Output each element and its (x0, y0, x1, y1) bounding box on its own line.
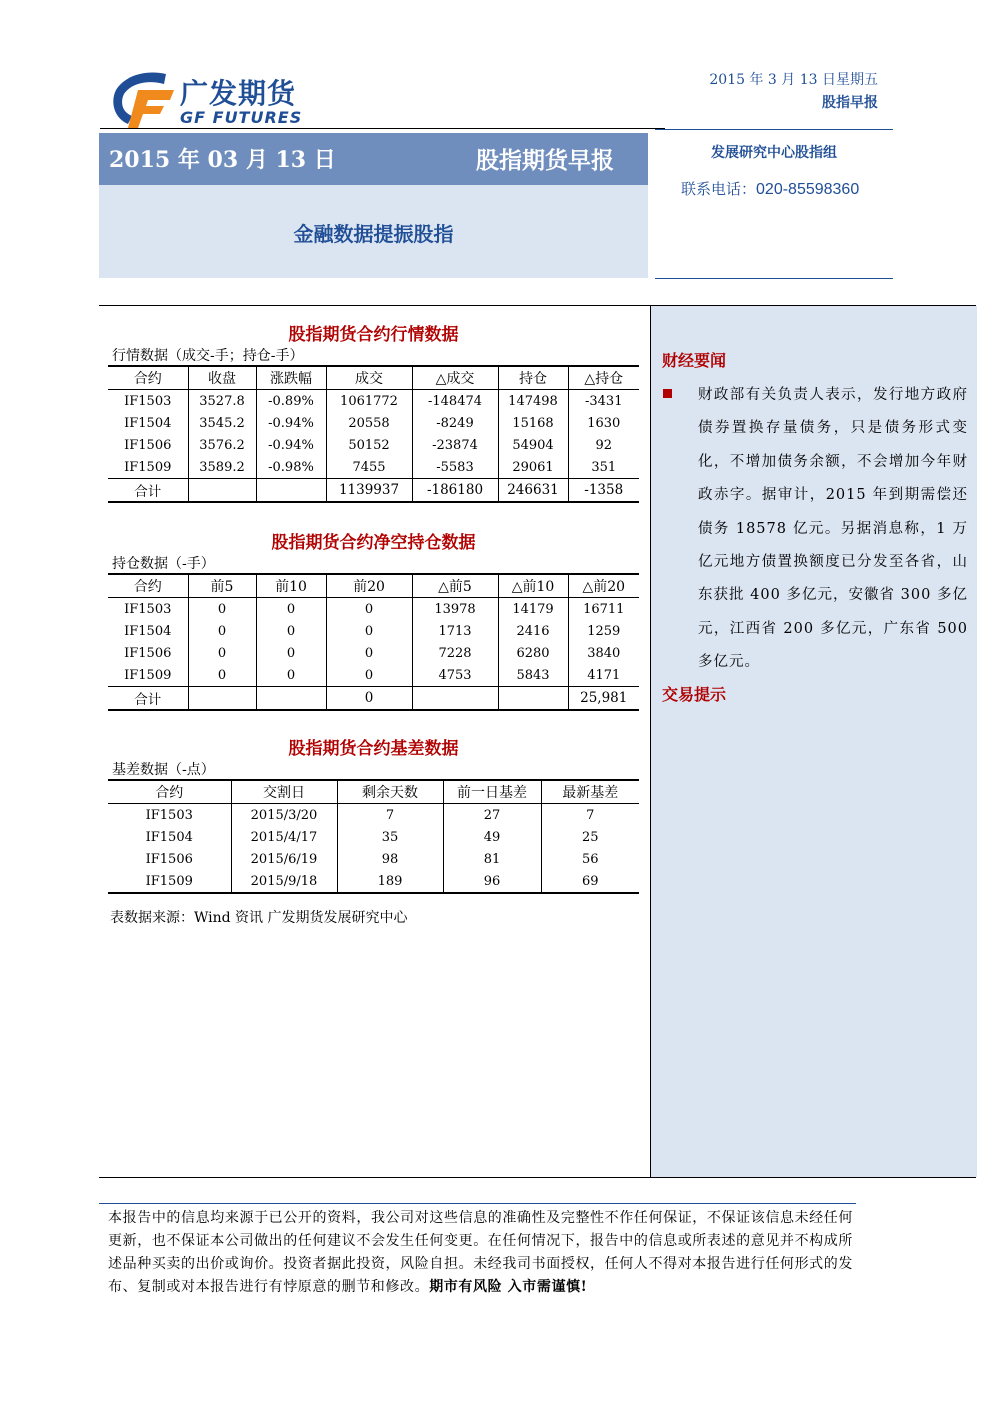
table-cell: 1061772 (326, 390, 412, 413)
table-cell: 3589.2 (188, 456, 256, 479)
phone-label: 联系电话： (681, 180, 757, 198)
table-cell: 合约 (108, 780, 231, 804)
table-cell: 13978 (412, 598, 498, 621)
table-cell: IF1504 (108, 826, 231, 848)
table-cell: 合约 (108, 366, 188, 390)
table-cell (188, 687, 256, 711)
table-cell: 合计 (108, 479, 188, 503)
table-cell: 54904 (498, 434, 568, 456)
headline: 金融数据提振股指 (293, 222, 454, 246)
table-cell: IF1503 (108, 390, 188, 413)
table-cell: IF1504 (108, 412, 188, 434)
disclaimer-text: 本报告中的信息均来源于已公开的资料，我公司对这些信息的准确性及完整性不作任何保证，不保证该信息未经任何更新，也不保证本公司做出的任何建议不会发生任何变更。在任何情况下，报告中的信息或所表述的意见并不构成所述品种买卖的出价或询价。投资者据此投资，风险自担。未经我司书面授权，任何人不得对本报告进行任何形式的发布、复制或对本报告进行有悖原意的删节和修改。 (108, 1210, 853, 1295)
table2-title: 股指期货合约净空持仓数据 (271, 533, 476, 553)
table-row (108, 390, 639, 413)
table-cell: 351 (568, 456, 639, 479)
table-header-row (108, 574, 639, 598)
table-cell: 合约 (108, 574, 188, 598)
table3-caption: 基差数据（-点） (112, 762, 215, 778)
table-cell: -3431 (568, 390, 639, 413)
table-cell: 0 (326, 620, 412, 642)
trading-tips-heading: 交易提示 (662, 685, 727, 704)
table1-caption: 行情数据（成交-手；持仓-手） (112, 348, 304, 364)
table-cell: 7 (337, 804, 443, 827)
table-cell: 29061 (498, 456, 568, 479)
table-cell: 35 (337, 826, 443, 848)
basis-table (108, 779, 639, 894)
table-cell: 15168 (498, 412, 568, 434)
table-cell: IF1509 (108, 870, 231, 893)
table-row (108, 848, 639, 870)
table-row (108, 664, 639, 687)
table-row (108, 642, 639, 664)
table-header-row (108, 366, 639, 390)
table-cell: 0 (188, 620, 256, 642)
report-kind: 股指早报 (822, 95, 878, 111)
table-cell: 92 (568, 434, 639, 456)
table-cell: -0.89% (256, 390, 326, 413)
table-cell: -23874 (412, 434, 498, 456)
table-cell: 96 (443, 870, 541, 893)
table-cell (256, 687, 326, 711)
report-date: 2015 年 3 月 13 日星期五 (709, 72, 878, 88)
table-cell: -148474 (412, 390, 498, 413)
table-row (108, 434, 639, 456)
table-cell (498, 687, 568, 711)
table-cell: 3576.2 (188, 434, 256, 456)
table-cell: 0 (188, 642, 256, 664)
table-cell: 50152 (326, 434, 412, 456)
table-cell: 2015/9/18 (231, 870, 337, 893)
table-cell: △前10 (498, 574, 568, 598)
table-cell: 合计 (108, 687, 188, 711)
table-cell: 14179 (498, 598, 568, 621)
body-bottom-rule (99, 1177, 976, 1178)
table-cell: 持仓 (498, 366, 568, 390)
table-cell: 25,981 (568, 687, 639, 711)
table-cell: 69 (541, 870, 639, 893)
table-cell: 0 (256, 598, 326, 621)
table-cell: 0 (256, 620, 326, 642)
table-cell: 2015/3/20 (231, 804, 337, 827)
table-cell: 0 (326, 598, 412, 621)
table-cell: 0 (256, 642, 326, 664)
table-cell: 246631 (498, 479, 568, 503)
table-cell: 0 (256, 664, 326, 687)
table-cell: -186180 (412, 479, 498, 503)
table-cell: 27 (443, 804, 541, 827)
table-cell: 前5 (188, 574, 256, 598)
table-cell: 1259 (568, 620, 639, 642)
gf-logo-icon (108, 68, 178, 130)
table-cell: 2416 (498, 620, 568, 642)
table-cell: 7228 (412, 642, 498, 664)
table-row (108, 598, 639, 621)
table-cell: 1713 (412, 620, 498, 642)
logo-rule (100, 128, 665, 129)
table-row (108, 456, 639, 479)
table2-caption: 持仓数据（-手） (112, 556, 215, 572)
table-cell: 最新基差 (541, 780, 639, 804)
table-cell: -5583 (412, 456, 498, 479)
table-cell: 1139937 (326, 479, 412, 503)
table-cell: 2015/4/17 (231, 826, 337, 848)
table-cell: -8249 (412, 412, 498, 434)
table-cell: 成交 (326, 366, 412, 390)
table-cell: IF1506 (108, 434, 188, 456)
table-cell: 收盘 (188, 366, 256, 390)
table-cell: 5843 (498, 664, 568, 687)
table-cell: 0 (188, 664, 256, 687)
table-cell: 49 (443, 826, 541, 848)
table-cell: △前5 (412, 574, 498, 598)
table-cell (256, 479, 326, 503)
table-cell: 前一日基差 (443, 780, 541, 804)
contact-rule (655, 278, 893, 279)
table-cell: 81 (443, 848, 541, 870)
disclaimer-rule (99, 1203, 856, 1204)
table-cell: 4171 (568, 664, 639, 687)
table-cell: IF1509 (108, 664, 188, 687)
table3-title: 股指期货合约基差数据 (288, 739, 459, 759)
table-cell: 前10 (256, 574, 326, 598)
table-cell: -0.98% (256, 456, 326, 479)
table-cell: 147498 (498, 390, 568, 413)
table-total-row (108, 687, 639, 711)
table-cell: △前20 (568, 574, 639, 598)
table-cell: △成交 (412, 366, 498, 390)
band-date: 2015 年 03 月 13 日 (109, 147, 336, 173)
table-cell: 0 (326, 664, 412, 687)
table-total-row (108, 479, 639, 503)
department: 发展研究中心股指组 (711, 145, 837, 161)
news-text: 财政部有关负责人表示，发行地方政府债券置换存量债务，只是债务形式变化，不增加债务余额，不会增加今年财政赤字。据审计，2015 年到期需偿还债务 18578 亿元。另据消息称，1 万亿元地方债置换额度已分发至各省，山东获批 400 多亿元，安徽省 300 多亿元，江西省 200 多亿元，广东省 500 多亿元。 (698, 387, 968, 671)
table-cell: 3545.2 (188, 412, 256, 434)
table-cell: 98 (337, 848, 443, 870)
band-title: 股指期货早报 (476, 147, 614, 174)
table-cell: 0 (326, 687, 412, 711)
table-cell: IF1504 (108, 620, 188, 642)
logo-cn-text: 广发期货 (180, 77, 297, 110)
table-cell: -1358 (568, 479, 639, 503)
table-cell: IF1506 (108, 848, 231, 870)
logo-en-text: GF FUTURES (180, 108, 303, 127)
table-header-row (108, 780, 639, 804)
table-cell (412, 687, 498, 711)
table-cell: 7 (541, 804, 639, 827)
risk-warning: 期市有风险 入市需谨慎! (429, 1279, 588, 1295)
table-cell: 56 (541, 848, 639, 870)
table-row (108, 412, 639, 434)
table-cell: IF1509 (108, 456, 188, 479)
table-cell: 6280 (498, 642, 568, 664)
table-cell: IF1503 (108, 598, 188, 621)
table-cell: 4753 (412, 664, 498, 687)
net-short-table (108, 573, 639, 711)
table-cell: 0 (326, 642, 412, 664)
table-cell: 3840 (568, 642, 639, 664)
table-cell (188, 479, 256, 503)
table-cell: 189 (337, 870, 443, 893)
table-cell: 剩余天数 (337, 780, 443, 804)
table-cell: 16711 (568, 598, 639, 621)
disclaimer (108, 1207, 853, 1299)
table-cell: 25 (541, 826, 639, 848)
table-cell: 0 (188, 598, 256, 621)
table-cell: 20558 (326, 412, 412, 434)
top-right-rule (655, 129, 893, 130)
table-row (108, 620, 639, 642)
table-cell: 1630 (568, 412, 639, 434)
table-row (108, 870, 639, 893)
table-cell: -0.94% (256, 434, 326, 456)
table-row (108, 826, 639, 848)
table-row (108, 804, 639, 827)
table-cell: IF1503 (108, 804, 231, 827)
square-bullet-icon (663, 389, 672, 398)
table-cell: 7455 (326, 456, 412, 479)
company-logo (108, 68, 358, 130)
table-cell: 涨跌幅 (256, 366, 326, 390)
table-cell: 前20 (326, 574, 412, 598)
table-cell: △持仓 (568, 366, 639, 390)
table-cell: IF1506 (108, 642, 188, 664)
table-cell: 交割日 (231, 780, 337, 804)
contact-phone (681, 178, 859, 199)
table-cell: 3527.8 (188, 390, 256, 413)
data-source: 表数据来源：Wind 资讯 广发期货发展研究中心 (110, 910, 408, 926)
news-heading: 财经要闻 (662, 351, 727, 370)
phone-number: 020-85598360 (756, 181, 860, 198)
table-cell: 2015/6/19 (231, 848, 337, 870)
table-cell: -0.94% (256, 412, 326, 434)
market-data-table (108, 365, 639, 503)
table1-title: 股指期货合约行情数据 (288, 325, 459, 345)
